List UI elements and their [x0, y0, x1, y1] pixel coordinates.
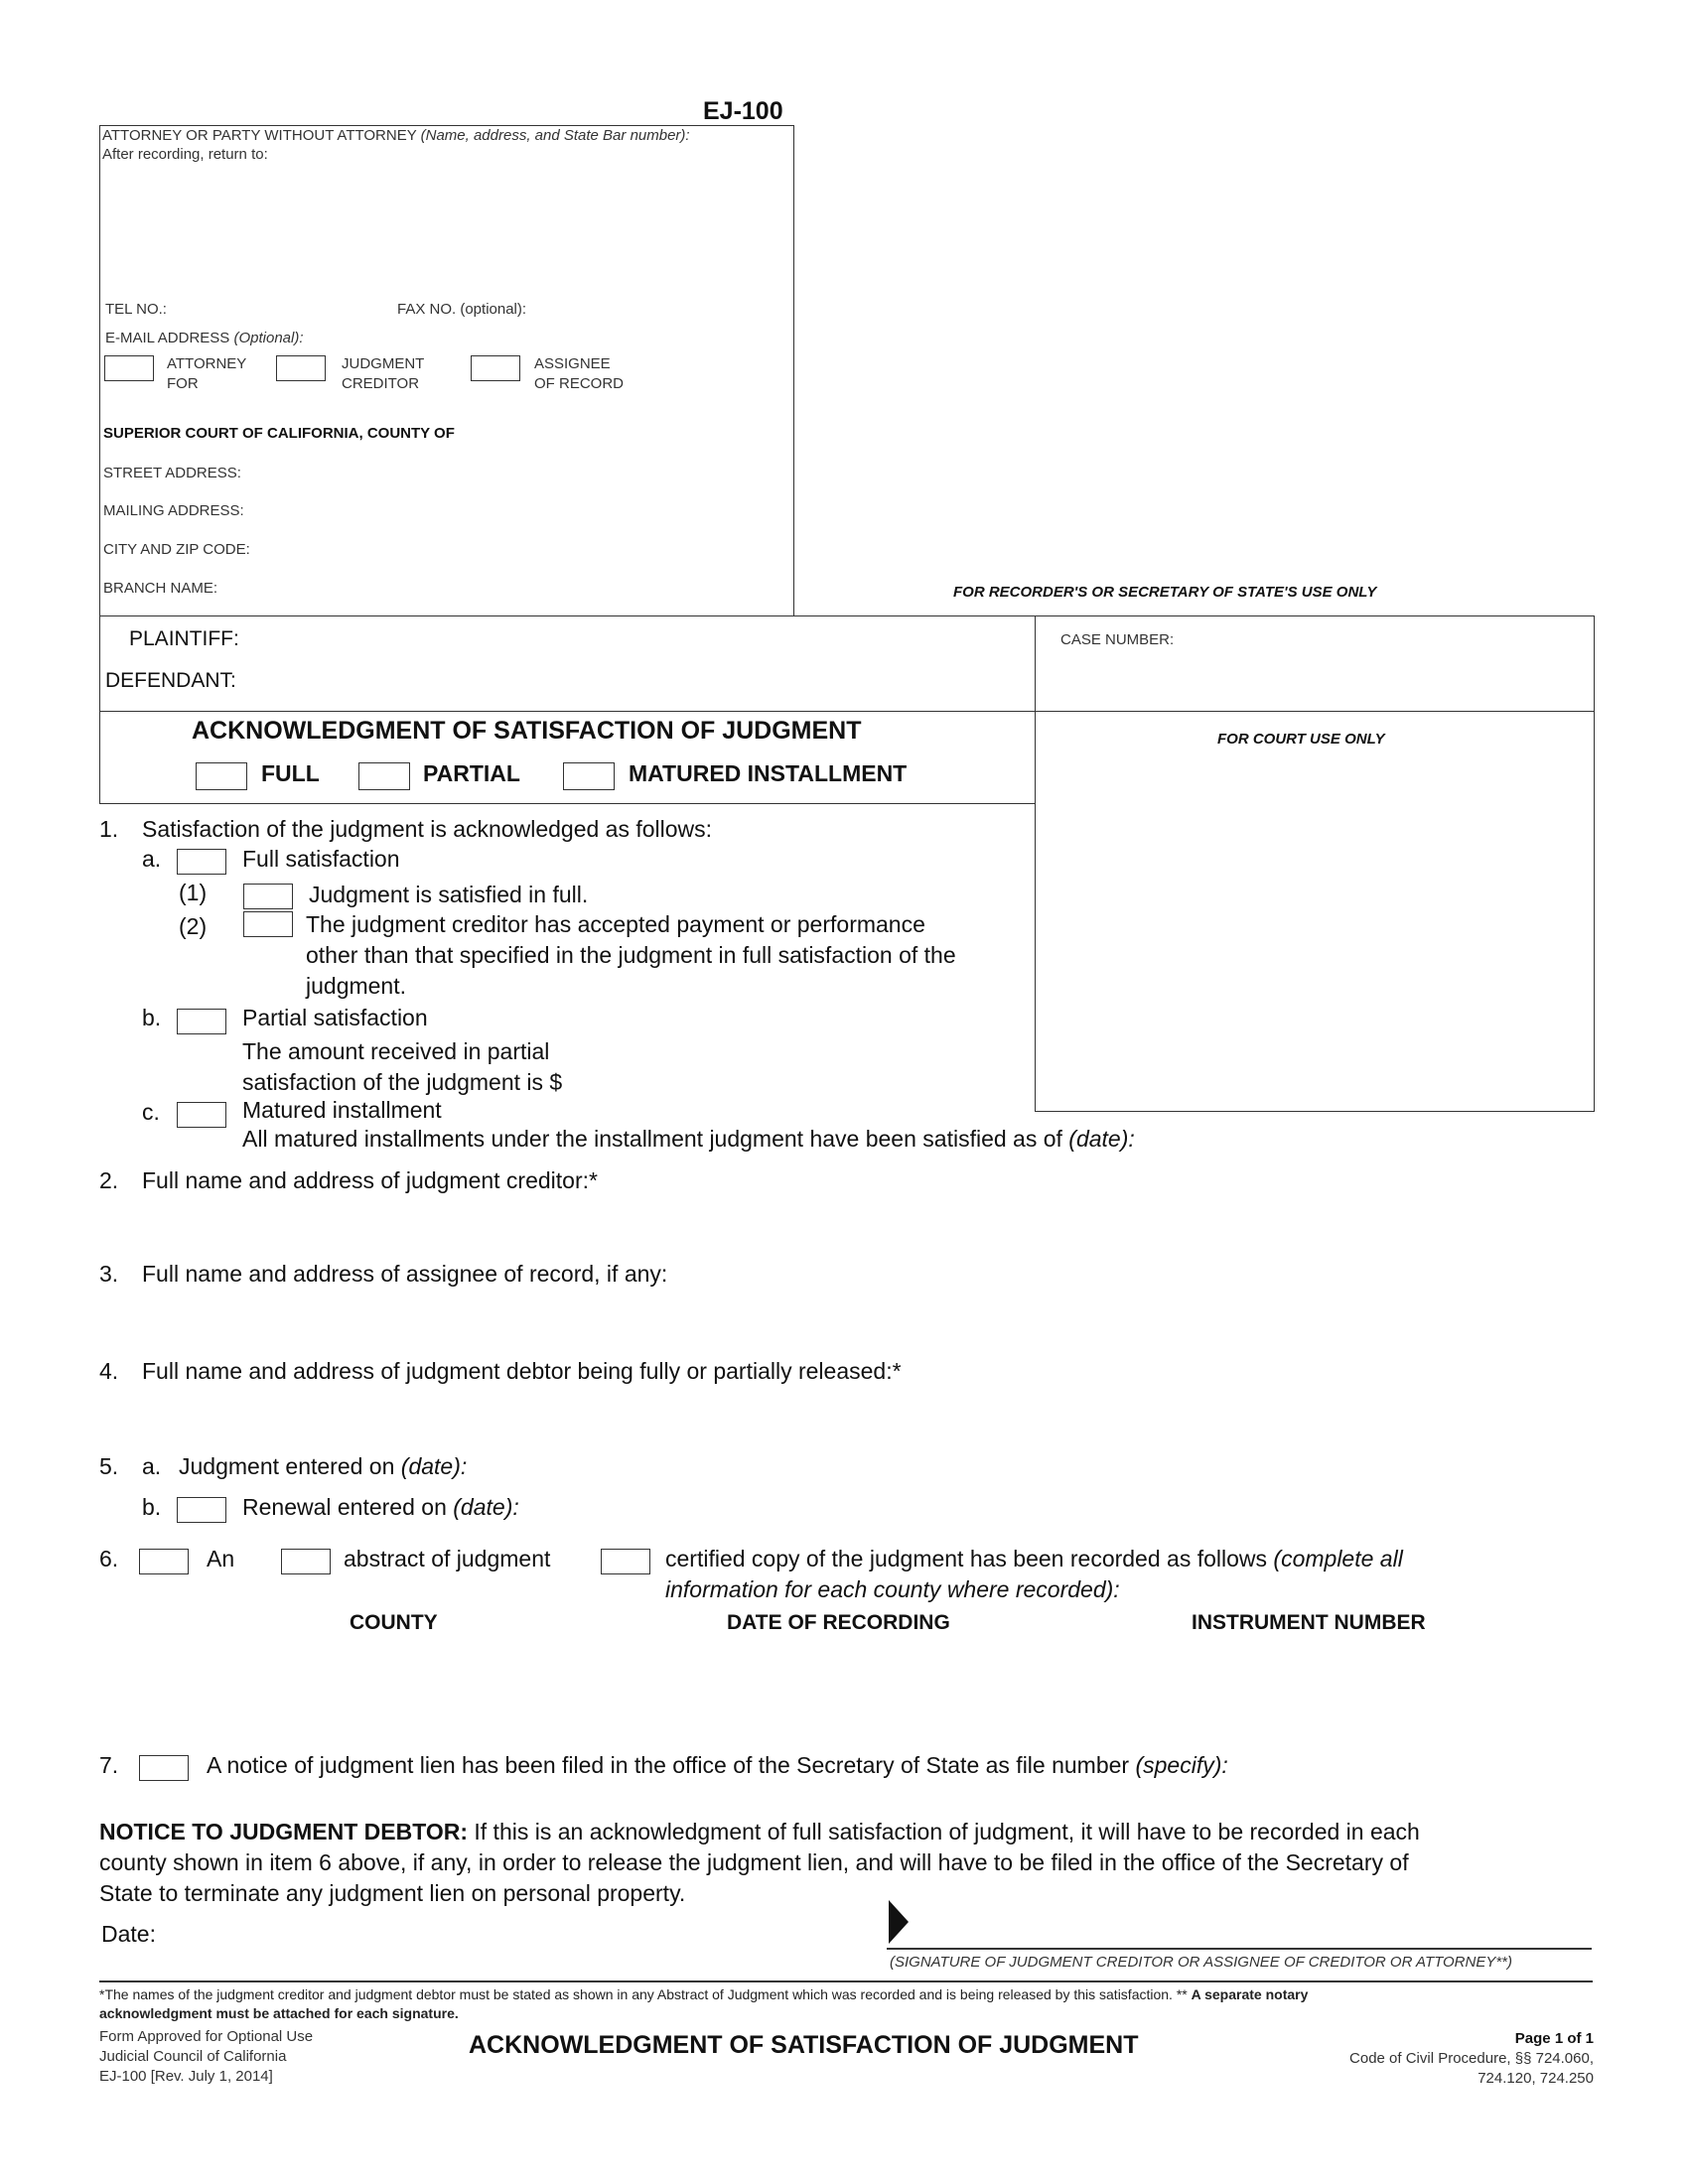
item6-number: 6. — [99, 1546, 119, 1571]
judgment-creditor-checkbox[interactable] — [276, 355, 326, 381]
notice-line1: If this is an acknowledgment of full satisfaction of judgment, it will have to be recorded in each — [474, 1819, 1420, 1844]
item1a2-text — [306, 909, 956, 1002]
item5a-date-label: (date): — [400, 1453, 468, 1479]
item1c-line — [242, 1126, 1135, 1153]
footer-council: Judicial Council of California — [99, 2048, 287, 2065]
form-id: EJ-100 — [703, 97, 783, 125]
assignee-line2: OF RECORD — [534, 375, 624, 392]
item5b-letter: b. — [142, 1494, 162, 1520]
notice-heading: NOTICE TO JUDGMENT DEBTOR: — [99, 1819, 468, 1844]
judgment-creditor-label — [342, 354, 424, 394]
item3-text: Full name and address of assignee of record, if any: — [142, 1261, 668, 1287]
item5-number: 5. — [99, 1453, 119, 1479]
satisfied-in-full-checkbox[interactable] — [243, 884, 293, 909]
item6-an: An — [207, 1546, 235, 1571]
item1a-letter: a. — [142, 846, 162, 872]
item4-text: Full name and address of judgment debtor being fully or partially released:* — [142, 1358, 902, 1384]
item3-number: 3. — [99, 1261, 119, 1287]
parties-box — [99, 615, 1037, 713]
item2-number: 2. — [99, 1167, 119, 1193]
item1b-line2: satisfaction of the judgment is $ — [242, 1069, 563, 1095]
footnote-line1: *The names of the judgment creditor and judgment debtor must be stated as shown in any Abstract of Judgment which was recorded and is being released by this satisfaction. ** — [99, 1986, 1188, 2002]
other-performance-checkbox[interactable] — [243, 911, 293, 937]
item7-specify: (specify): — [1135, 1752, 1228, 1778]
signature-line[interactable] — [887, 1948, 1592, 1950]
item7-label: A notice of judgment lien has been filed in the office of the Secretary of State as file number — [207, 1752, 1130, 1778]
court-use-label: FOR COURT USE ONLY — [1217, 731, 1385, 748]
footer-left — [99, 2027, 313, 2087]
item1b-text: Partial satisfaction — [242, 1005, 428, 1030]
recorder-use-label: FOR RECORDER'S OR SECRETARY OF STATE'S USE ONLY — [953, 584, 1377, 601]
page-number: Page 1 of 1 — [1514, 2030, 1594, 2047]
item1b-line1: The amount received in partial — [242, 1038, 550, 1064]
item1a1-number: (1) — [179, 880, 208, 905]
item6-note2: information for each county where recorded): — [665, 1576, 1120, 1602]
item7-text — [207, 1752, 1228, 1779]
date-label: Date: — [101, 1921, 156, 1947]
court-title: SUPERIOR COURT OF CALIFORNIA, COUNTY OF — [103, 425, 455, 442]
form-title: ACKNOWLEDGMENT OF SATISFACTION OF JUDGMENT — [192, 717, 862, 745]
code-reference-line2: 724.120, 724.250 — [1477, 2070, 1594, 2087]
item1a2-line3: judgment. — [306, 973, 407, 999]
item1b-amount-text — [242, 1036, 562, 1098]
notice-line2: county shown in item 6 above, if any, in order to release the judgment lien, and will have to be filed in the office of the Secretary of — [99, 1849, 1409, 1875]
return-to: After recording, return to: — [102, 146, 268, 163]
date-of-recording-column-header: DATE OF RECORDING — [727, 1611, 950, 1634]
signature-arrow-icon — [887, 1898, 911, 1946]
item1b-letter: b. — [142, 1005, 162, 1030]
item4-number: 4. — [99, 1358, 119, 1384]
certified-copy-checkbox[interactable] — [601, 1549, 650, 1574]
notice-to-debtor — [99, 1817, 1599, 1909]
matured-installment-label: MATURED INSTALLMENT — [629, 760, 908, 786]
item2-text: Full name and address of judgment creditor:* — [142, 1167, 598, 1193]
item6-certified-label: certified copy of the judgment has been recorded as follows — [665, 1546, 1268, 1571]
branch-name-label: BRANCH NAME: — [103, 580, 218, 597]
item5a-text — [179, 1453, 467, 1480]
item6-an-checkbox[interactable] — [139, 1549, 189, 1574]
item1a1-text: Judgment is satisfied in full. — [309, 882, 589, 907]
email-label-note: (Optional): — [233, 330, 304, 346]
item1a-text: Full satisfaction — [242, 846, 400, 872]
defendant-label: DEFENDANT: — [105, 669, 236, 692]
item5b-label: Renewal entered on — [242, 1494, 447, 1520]
item5a-label: Judgment entered on — [179, 1453, 395, 1479]
assignee-checkbox[interactable] — [471, 355, 520, 381]
case-number-label: CASE NUMBER: — [1060, 631, 1175, 648]
item6-certified-text — [665, 1546, 1403, 1572]
item5b-text — [242, 1494, 519, 1521]
attorney-label-text: ATTORNEY OR PARTY WITHOUT ATTORNEY — [102, 127, 417, 144]
item6-note1: (complete all — [1273, 1546, 1403, 1571]
judgment-creditor-line2: CREDITOR — [342, 375, 420, 392]
item1c-text: Matured installment — [242, 1097, 442, 1123]
footnote-divider — [99, 1980, 1593, 1982]
full-checkbox[interactable] — [196, 762, 247, 790]
signature-caption: (SIGNATURE OF JUDGMENT CREDITOR OR ASSIGNEE OF CREDITOR OR ATTORNEY**) — [890, 1954, 1513, 1971]
tel-label: TEL NO.: — [105, 301, 167, 318]
email-label — [105, 330, 304, 346]
footnote-bold2: acknowledgment must be attached for each signature. — [99, 2005, 459, 2021]
email-label-text: E-MAIL ADDRESS — [105, 330, 230, 346]
matured-installment-item-checkbox[interactable] — [177, 1102, 226, 1128]
footer-right — [1349, 2029, 1594, 2089]
abstract-of-judgment-checkbox[interactable] — [281, 1549, 331, 1574]
attorney-label-note: (Name, address, and State Bar number): — [420, 127, 690, 144]
item5a-letter: a. — [142, 1453, 162, 1479]
mailing-address-label: MAILING ADDRESS: — [103, 502, 244, 519]
item1a2-line1: The judgment creditor has accepted payment or performance — [306, 911, 925, 937]
attorney-for-line1: ATTORNEY — [167, 355, 247, 372]
item1a2-line2: other than that specified in the judgment in full satisfaction of the — [306, 942, 956, 968]
fax-label: FAX NO. (optional): — [397, 301, 527, 318]
court-use-box — [1035, 711, 1595, 1112]
footer-approved: Form Approved for Optional Use — [99, 2028, 314, 2045]
attorney-label — [102, 127, 690, 144]
city-zip-label: CITY AND ZIP CODE: — [103, 541, 250, 558]
full-label: FULL — [261, 760, 320, 786]
item5b-date-label: (date): — [453, 1494, 519, 1520]
item1c-date-label: (date): — [1068, 1126, 1135, 1152]
item1c-letter: c. — [142, 1099, 160, 1125]
item1a2-number: (2) — [179, 913, 208, 939]
attorney-for-line2: FOR — [167, 375, 199, 392]
assignee-label — [534, 354, 624, 394]
code-reference-line1: Code of Civil Procedure, §§ 724.060, — [1349, 2050, 1594, 2067]
case-number-box — [1035, 615, 1595, 713]
notice-line3: State to terminate any judgment lien on personal property. — [99, 1880, 686, 1906]
county-column-header: COUNTY — [350, 1611, 438, 1634]
street-address-label: STREET ADDRESS: — [103, 465, 241, 481]
attorney-for-label — [167, 354, 246, 394]
judgment-creditor-line1: JUDGMENT — [342, 355, 425, 372]
attorney-for-checkbox[interactable] — [104, 355, 154, 381]
partial-label: PARTIAL — [423, 760, 520, 786]
instrument-number-column-header: INSTRUMENT NUMBER — [1192, 1611, 1426, 1634]
partial-checkbox[interactable] — [358, 762, 410, 790]
plaintiff-label: PLAINTIFF: — [129, 627, 239, 650]
item1c-line-text: All matured installments under the installment judgment have been satisfied as of — [242, 1126, 1062, 1152]
abstract-of-judgment-label: abstract of judgment — [344, 1546, 551, 1571]
item1-number: 1. — [99, 816, 119, 842]
footnote-bold1: A separate notary — [1191, 1986, 1309, 2002]
assignee-line1: ASSIGNEE — [534, 355, 611, 372]
partial-satisfaction-checkbox[interactable] — [177, 1009, 226, 1034]
footer-revision: EJ-100 [Rev. July 1, 2014] — [99, 2068, 273, 2085]
footer-title: ACKNOWLEDGMENT OF SATISFACTION OF JUDGMENT — [469, 2031, 1139, 2059]
judgment-lien-checkbox[interactable] — [139, 1755, 189, 1781]
footnote — [99, 1985, 1308, 2023]
matured-installment-checkbox[interactable] — [563, 762, 615, 790]
item7-number: 7. — [99, 1752, 119, 1778]
full-satisfaction-checkbox[interactable] — [177, 849, 226, 875]
renewal-checkbox[interactable] — [177, 1497, 226, 1523]
item1-text: Satisfaction of the judgment is acknowledged as follows: — [142, 816, 713, 842]
